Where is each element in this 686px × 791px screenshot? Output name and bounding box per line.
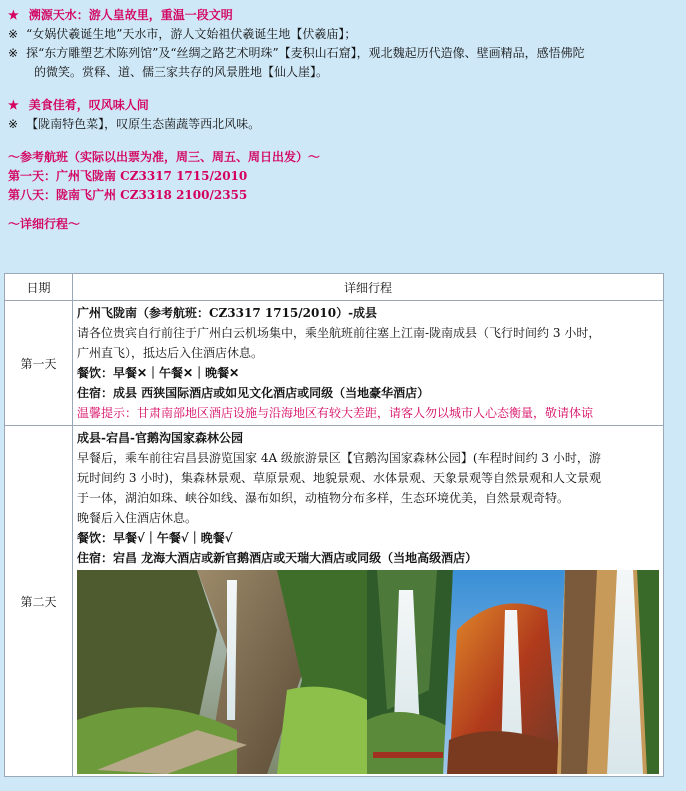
day-description: 请各位贵宾自行前往于广州白云机场集中，乘坐航班前往塞上江南-陇南成县（飞行时间约 3 小时， (77, 326, 601, 340)
waterfall-photo-3 (443, 570, 565, 774)
day-meals: 餐饮：早餐√｜午餐√｜晚餐√ (77, 531, 233, 545)
bullet-item: ※ “女娲伏羲诞生地”天水市，游人文始祖伏羲诞生地【伏羲庙】； (8, 27, 357, 41)
star-icon: ★ (8, 8, 19, 22)
bullet-item-continuation: 的微笑。赏释、道、儒三家共存的风景胜地【仙人崖】。 (34, 65, 329, 79)
bullet-item: ※ 【陇南特色菜】，叹原生态菌蔬等西北风味。 (8, 117, 261, 131)
table-row-day1 (5, 301, 664, 426)
day-detail (73, 426, 664, 777)
waterfall-photo-collage (77, 570, 659, 774)
day-meals: 餐饮：早餐✕｜午餐✕｜晚餐✕ (77, 366, 240, 380)
flight-day8: 第八天：陇南飞广州 CZ3318 2100/2355 (8, 188, 248, 202)
day-label: 第一天 (5, 301, 73, 426)
reference-mark-icon: ※ (8, 117, 19, 131)
waterfall-photo-main (77, 570, 367, 774)
waterfall-photo-2 (367, 570, 453, 774)
day-label: 第二天 (5, 426, 73, 777)
reference-mark-icon: ※ (8, 27, 19, 41)
table-header-row (5, 274, 664, 301)
day-description: 广州直飞），抵达后入住酒店休息。 (77, 346, 264, 360)
table-row-day2 (5, 426, 664, 777)
flight-day1: 第一天：广州飞陇南 CZ3317 1715/2010 (8, 169, 248, 183)
reference-mark-icon: ※ (8, 46, 19, 60)
waterfall-photo-4 (557, 570, 659, 774)
flights-heading: ～参考航班（实际以出票为准，周三、周五、周日出发）～ (8, 150, 321, 164)
warm-tip: 温馨提示：甘肃南部地区酒店设施与沿海地区有较大差距，请客人勿以城市人心态衡量，敬请体谅 (77, 406, 594, 420)
day-route: 广州飞陇南（参考航班：CZ3317 1715/2010）-成县 (77, 306, 378, 320)
day-hotel: 住宿：宕昌 龙海大酒店或新官鹅酒店或天瑞大酒店或同级（当地高级酒店） (77, 551, 478, 565)
day-detail (73, 301, 664, 426)
itinerary-heading: ～详细行程～ (8, 217, 81, 231)
day-route: 成县-宕昌-官鹅沟国家森林公园 (77, 431, 243, 445)
column-header-detail: 详细行程 (73, 274, 664, 301)
section-heading-tianshui: ★ 溯源天水：游人皇故里，重温一段文明 (8, 8, 233, 22)
day-description: 于一体，湖泊如珠、峡谷如线、瀑布如织，动植物分布多样，生态环境优美，自然景观奇特。 (77, 491, 570, 505)
day-hotel: 住宿：成县 西狭国际酒店或如见文化酒店或同级（当地豪华酒店） (77, 386, 430, 400)
waterfall-photo-strip (77, 570, 659, 774)
day-description: 玩时间约 3 小时)，集森林景观、草原景观、地貌景观、水体景观、天象景观等自然景观和人文景观 (77, 471, 601, 485)
day-description: 早餐后，乘车前往宕昌县游览国家 4A 级旅游景区【官鹅沟国家森林公园】(车程时间约 3 小时，游 (77, 451, 601, 465)
bullet-item: ※ 探“东方雕塑艺术陈列馆”及“丝绸之路艺术明珠”【麦积山石窟】，观北魏起历代造像、壁画精品，感悟佛陀 (8, 46, 585, 60)
intro-section (0, 0, 686, 234)
day-description: 晚餐后入住酒店休息。 (77, 511, 198, 525)
column-header-date: 日期 (5, 274, 73, 301)
section-heading-food: ★ 美食佳肴，叹风味人间 (8, 98, 149, 112)
star-icon: ★ (8, 98, 19, 112)
itinerary-table (4, 273, 664, 777)
